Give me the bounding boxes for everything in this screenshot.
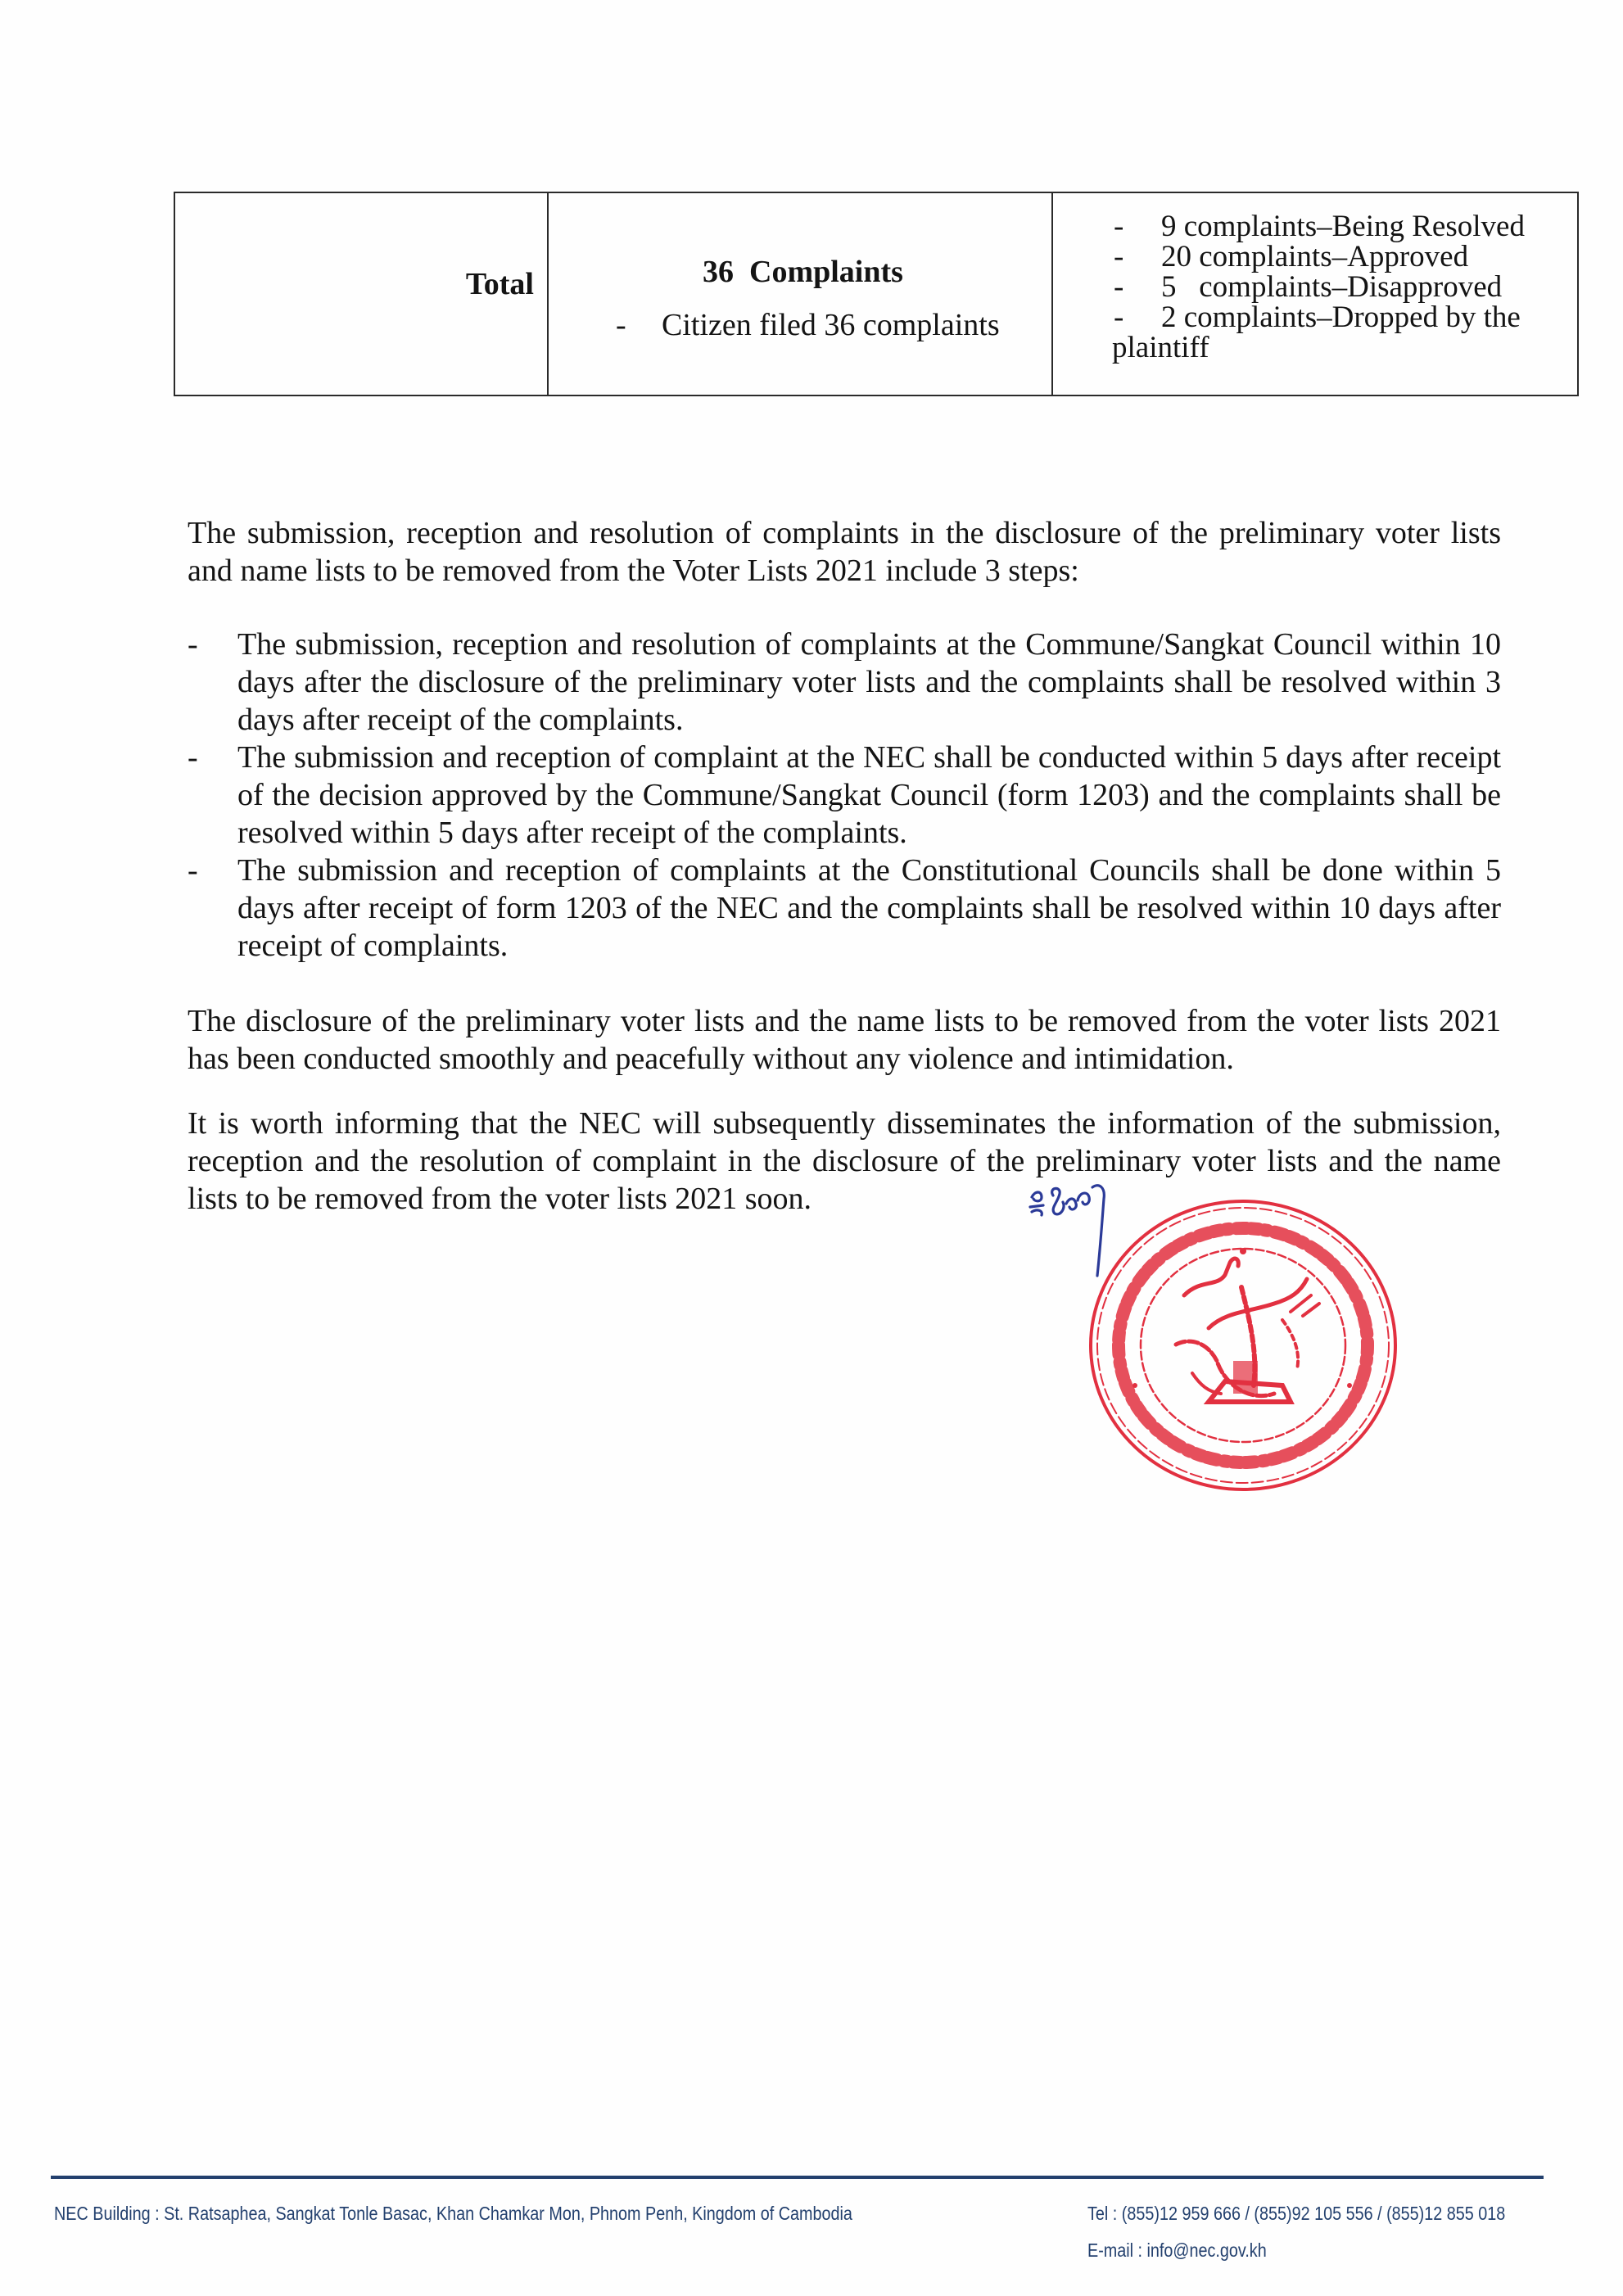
result-item (1114, 272, 1569, 302)
intro-paragraph: The submission, reception and resolution of complaints in the disclosure of the preliminary voter lists and name lists to be removed from the Voter Lists 2021 include 3 steps: (188, 516, 1501, 588)
result-item-continuation: plaintiff (1112, 331, 1209, 364)
table-cell-results (1051, 193, 1577, 395)
footer-email: E-mail : info@nec.gov.kh (1087, 2240, 1267, 2261)
result-text: 20 complaints–Approved (1161, 240, 1469, 273)
result-item (1114, 242, 1569, 272)
result-text: 9 complaints–Being Resolved (1161, 210, 1525, 243)
step-text: The submission and reception of complaints at the Constitutional Councils shall be done within 5 days after receipt of form 1203 of the NEC and the complaints shall be resolved within 10 days after receipt of complaints. (237, 853, 1501, 963)
result-item (1114, 302, 1569, 332)
official-seal-icon (1086, 1197, 1400, 1494)
complaint-steps-list (188, 626, 1501, 965)
result-item (1114, 211, 1569, 242)
bullet-dash: - (188, 627, 198, 662)
step-text: The submission, reception and resolution of complaints at the Commune/Sangkat Council within 10 days after the disclosure of the preliminary voter lists and the complaints shall be resolved within 3 days after receipt of the complaints. (237, 627, 1501, 737)
complaint-source-item (616, 306, 1000, 344)
table-cell-count (547, 193, 1051, 395)
bullet-dash: - (188, 740, 198, 775)
complaints-summary-table (174, 192, 1579, 396)
bullet-dash: - (616, 308, 626, 342)
conduct-paragraph: The disclosure of the preliminary voter lists and the name lists to be removed from the voter lists 2021 has been conducted smoothly and peacefully without any violence and intimidation. (188, 1004, 1501, 1076)
footer-telephone: Tel : (855)12 959 666 / (855)92 105 556 / (855)12 855 018 (1087, 2203, 1506, 2224)
result-text: 5 complaints–Disapproved (1161, 270, 1503, 304)
table-cell-label (175, 193, 547, 395)
bullet-dash: - (1114, 301, 1124, 334)
bullet-dash: - (1114, 270, 1124, 304)
complaint-count-title: 36 Complaints (703, 255, 903, 289)
step-item (188, 852, 1501, 965)
total-label: Total (465, 267, 534, 301)
results-list (1114, 211, 1569, 363)
bullet-dash: - (1114, 240, 1124, 273)
step-item (188, 739, 1501, 852)
result-text: 2 complaints–Dropped by the (1161, 301, 1521, 334)
step-text: The submission and reception of complaint at the NEC shall be conducted within 5 days after receipt of the decision approved by the Commune/Sangkat Council (form 1203) and the complaints shall be resolved within 5 days after receipt of the complaints. (237, 740, 1501, 850)
step-item (188, 626, 1501, 739)
bullet-dash: - (1114, 210, 1124, 243)
footer-divider (51, 2176, 1544, 2179)
bullet-dash: - (188, 853, 198, 888)
closing-paragraph: It is worth informing that the NEC will subsequently disseminates the information of the submission, reception and the resolution of complaint in the disclosure of the preliminary voter lists and the name lists to be removed from the voter lists 2021 soon. (188, 1106, 1501, 1216)
footer-address: NEC Building : St. Ratsaphea, Sangkat Tonle Basac, Khan Chamkar Mon, Phnom Penh, Kingdom of Cambodia (54, 2203, 852, 2224)
complaint-source-text: Citizen filed 36 complaints (662, 308, 1000, 342)
